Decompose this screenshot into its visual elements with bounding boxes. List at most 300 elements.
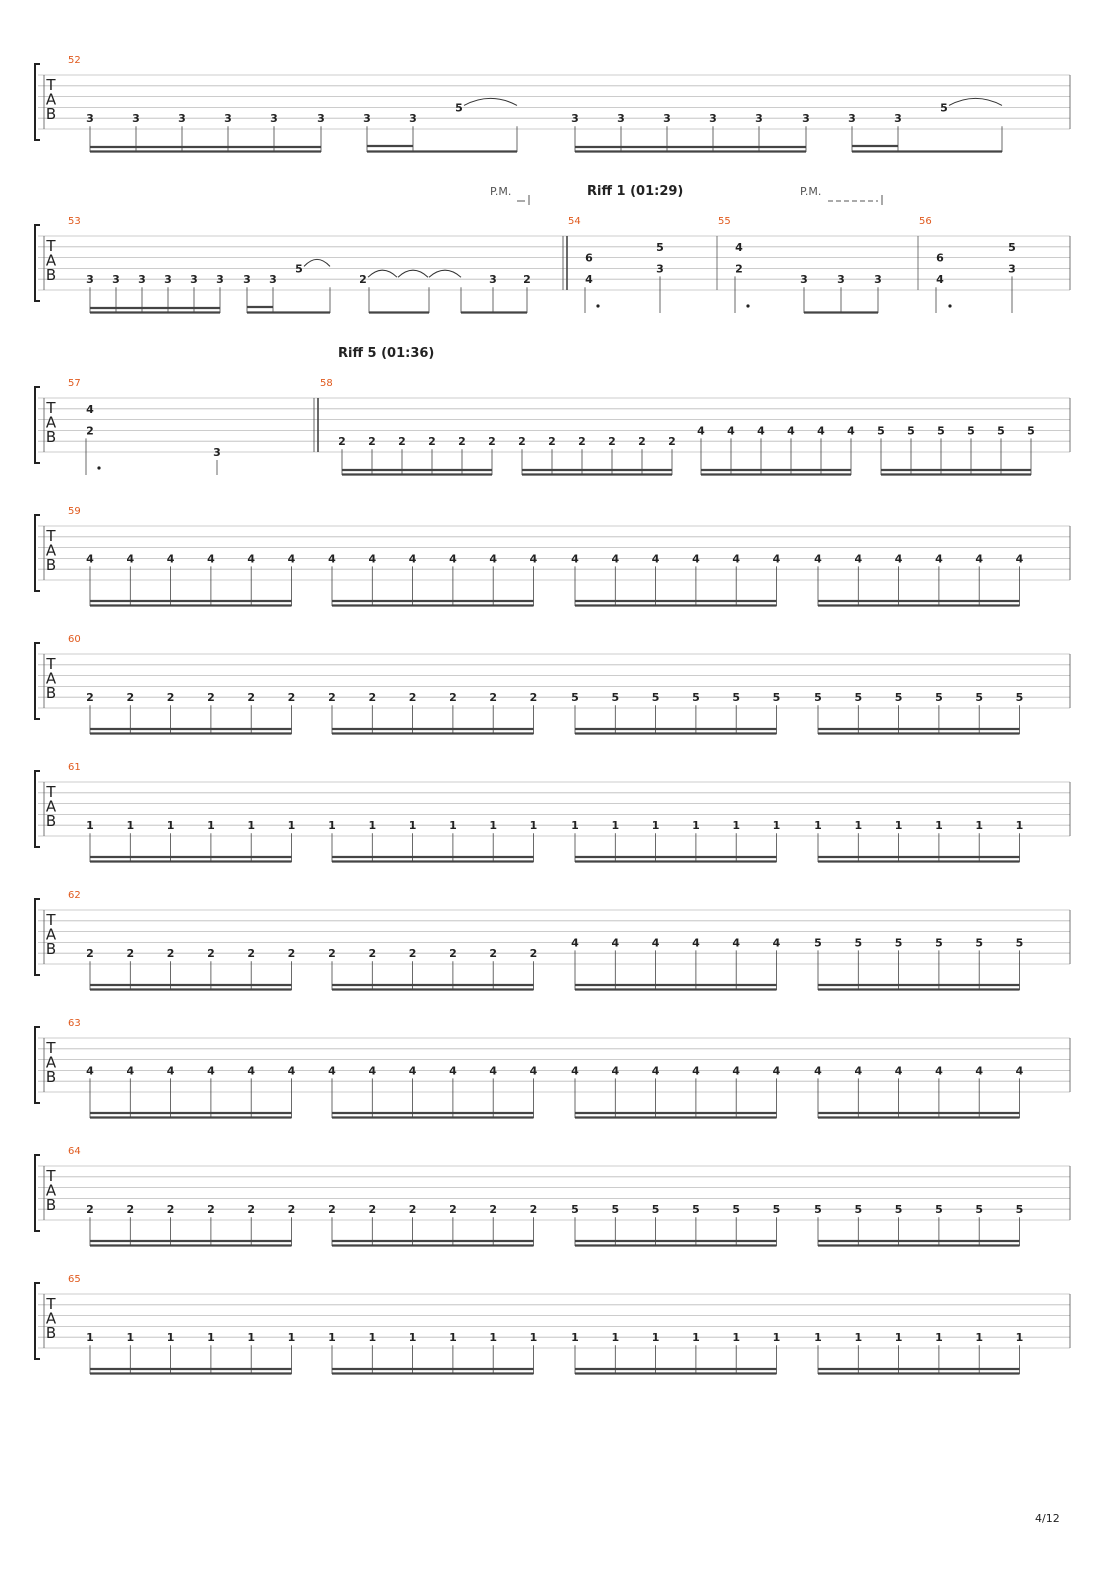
- fret-number: 5: [692, 1203, 700, 1217]
- fret-number: 3: [363, 112, 371, 126]
- fret-number: 4: [585, 273, 593, 287]
- fret-number: 4: [287, 1064, 296, 1078]
- fret-number: 4: [692, 1064, 700, 1078]
- fret-number: 4: [692, 552, 700, 566]
- fret-number: 3: [224, 112, 232, 126]
- fret-number: 5: [894, 936, 903, 950]
- fret-number: 5: [877, 424, 885, 438]
- fret-number: 4: [757, 424, 765, 438]
- fret-number: 4: [854, 1064, 863, 1078]
- fret-number: 1: [772, 1331, 781, 1345]
- fret-number: 4: [772, 1064, 781, 1078]
- tab-clef-letter: T: [46, 527, 56, 545]
- fret-number: 2: [368, 947, 377, 961]
- fret-number: 1: [935, 1331, 943, 1345]
- fret-number: 1: [814, 1331, 822, 1345]
- tab-clef-letter: B: [45, 940, 57, 958]
- fret-number: 2: [458, 435, 466, 449]
- tie-arc: [398, 270, 428, 277]
- fret-number: 3: [656, 262, 664, 276]
- tab-clef-letter: B: [45, 266, 57, 284]
- fret-number: 5: [967, 424, 975, 438]
- fret-number: 1: [489, 1331, 498, 1345]
- fret-number: 5: [894, 1203, 903, 1217]
- fret-number: 4: [814, 552, 822, 566]
- fret-number: 3: [178, 112, 186, 126]
- fret-number: 4: [207, 1064, 215, 1078]
- fret-number: 4: [247, 552, 256, 566]
- fret-number: 5: [814, 936, 822, 950]
- fret-number: 5: [814, 1203, 822, 1217]
- tab-staff: [35, 506, 1070, 606]
- fret-number: 1: [126, 819, 135, 833]
- fret-number: 4: [651, 1064, 660, 1078]
- tab-clef-letter: T: [46, 1295, 56, 1313]
- fret-number: 4: [571, 1064, 579, 1078]
- measure-number: 57: [68, 378, 81, 389]
- riff1-annotation: Riff 1 (01:29): [587, 184, 684, 199]
- measure-number: 60: [68, 634, 81, 645]
- tab-clef-letter: T: [46, 76, 56, 94]
- tab-staff: [35, 1018, 1070, 1118]
- fret-number: 4: [732, 1064, 741, 1078]
- fret-number: 2: [449, 1203, 457, 1217]
- fret-number: 5: [935, 1203, 943, 1217]
- fret-number: 2: [166, 1203, 175, 1217]
- fret-number: 5: [571, 691, 579, 705]
- fret-number: 1: [935, 819, 943, 833]
- fret-number: 2: [668, 435, 676, 449]
- fret-number: 1: [772, 819, 781, 833]
- tab-clef-letter: B: [45, 1068, 57, 1086]
- fret-number: 1: [571, 1331, 579, 1345]
- fret-number: 1: [328, 819, 336, 833]
- fret-number: 5: [975, 1203, 984, 1217]
- tab-clef-letter: A: [45, 1309, 57, 1328]
- fret-number: 3: [663, 112, 671, 126]
- fret-number: 2: [86, 424, 94, 438]
- tab-systems: [35, 55, 1070, 1374]
- tab-clef-letter: A: [45, 1053, 57, 1072]
- fret-number: 4: [651, 936, 660, 950]
- fret-number: 4: [489, 1064, 498, 1078]
- measure-number: 55: [718, 216, 731, 227]
- fret-number: 2: [287, 691, 296, 705]
- fret-number: 4: [328, 1064, 336, 1078]
- fret-number: 5: [1008, 240, 1016, 254]
- fret-number: 1: [368, 1331, 377, 1345]
- fret-number: 2: [489, 691, 498, 705]
- fret-number: 2: [523, 273, 531, 287]
- measure-number: 58: [320, 378, 333, 389]
- fret-number: 3: [709, 112, 717, 126]
- fret-number: 2: [247, 947, 256, 961]
- fret-number: 4: [772, 936, 781, 950]
- fret-number: 1: [247, 1331, 256, 1345]
- tab-clef-letter: T: [46, 1167, 56, 1185]
- fret-number: 4: [735, 240, 743, 254]
- fret-number: 2: [518, 435, 526, 449]
- fret-number: 4: [611, 552, 620, 566]
- fret-number: 1: [449, 1331, 457, 1345]
- fret-number: 2: [489, 1203, 498, 1217]
- fret-number: 2: [428, 435, 436, 449]
- dotted-rhythm: [746, 304, 749, 307]
- fret-number: 4: [449, 1064, 457, 1078]
- fret-number: 1: [207, 1331, 215, 1345]
- fret-number: 1: [449, 819, 457, 833]
- fret-number: 3: [138, 273, 146, 287]
- fret-number: 4: [368, 1064, 377, 1078]
- fret-number: 2: [735, 262, 743, 276]
- fret-number: 5: [997, 424, 1005, 438]
- fret-number: 2: [247, 691, 256, 705]
- fret-number: 5: [975, 936, 984, 950]
- fret-number: 4: [772, 552, 781, 566]
- fret-number: 2: [328, 691, 336, 705]
- fret-number: 5: [651, 1203, 660, 1217]
- fret-number: 6: [585, 251, 593, 265]
- fret-number: 4: [166, 1064, 175, 1078]
- fret-number: 4: [847, 424, 855, 438]
- tab-clef-letter: A: [45, 925, 57, 944]
- fret-number: 4: [975, 1064, 984, 1078]
- fret-number: 5: [295, 262, 303, 276]
- fret-number: 2: [287, 1203, 296, 1217]
- fret-number: 3: [571, 112, 579, 126]
- fret-number: 1: [651, 819, 660, 833]
- fret-number: 3: [409, 112, 417, 126]
- tab-clef-letter: T: [46, 783, 56, 801]
- tab-staff: [35, 55, 1070, 152]
- tie-arc: [368, 270, 397, 277]
- fret-number: 4: [814, 1064, 822, 1078]
- fret-number: 5: [1015, 936, 1024, 950]
- fret-number: 2: [126, 691, 135, 705]
- fret-number: 3: [216, 273, 224, 287]
- fret-number: 1: [207, 819, 215, 833]
- fret-number: 2: [86, 691, 94, 705]
- fret-number: 4: [854, 552, 863, 566]
- tab-clef-letter: T: [46, 399, 56, 417]
- fret-number: 1: [287, 819, 296, 833]
- tab-clef-letter: A: [45, 541, 57, 560]
- fret-number: 2: [449, 691, 457, 705]
- fret-number: 1: [489, 819, 498, 833]
- fret-number: 4: [727, 424, 735, 438]
- fret-number: 2: [529, 947, 538, 961]
- fret-number: 3: [489, 273, 497, 287]
- fret-number: 1: [894, 819, 903, 833]
- fret-number: 3: [190, 273, 198, 287]
- fret-number: 4: [651, 552, 660, 566]
- palm-mute-label: P.M.: [800, 185, 822, 198]
- tab-clef-letter: B: [45, 1196, 57, 1214]
- fret-number: 5: [1015, 1203, 1024, 1217]
- fret-number: 4: [975, 552, 984, 566]
- fret-number: 5: [854, 1203, 863, 1217]
- fret-number: 1: [611, 1331, 620, 1345]
- measure-number: 54: [568, 216, 581, 227]
- fret-number: 5: [854, 936, 863, 950]
- fret-number: 1: [975, 1331, 984, 1345]
- fret-number: 5: [940, 101, 948, 115]
- measure-number: 52: [68, 55, 81, 66]
- fret-number: 3: [317, 112, 325, 126]
- fret-number: 5: [732, 1203, 741, 1217]
- fret-number: 4: [86, 1064, 94, 1078]
- fret-number: 2: [126, 1203, 135, 1217]
- fret-number: 2: [529, 691, 538, 705]
- fret-number: 1: [86, 1331, 94, 1345]
- tab-clef-letter: B: [45, 684, 57, 702]
- fret-number: 4: [287, 552, 296, 566]
- fret-number: 1: [126, 1331, 135, 1345]
- fret-number: 5: [1015, 691, 1024, 705]
- fret-number: 3: [617, 112, 625, 126]
- fret-number: 2: [207, 691, 215, 705]
- fret-number: 1: [571, 819, 579, 833]
- fret-number: 3: [243, 273, 251, 287]
- tab-staff: [35, 216, 1070, 313]
- fret-number: 4: [697, 424, 705, 438]
- measure-number: 61: [68, 762, 81, 773]
- fret-number: 2: [548, 435, 556, 449]
- measure-number: 65: [68, 1274, 81, 1285]
- fret-number: 2: [328, 1203, 336, 1217]
- tab-clef-letter: T: [46, 655, 56, 673]
- fret-number: 4: [408, 1064, 417, 1078]
- fret-number: 5: [894, 691, 903, 705]
- fret-number: 2: [86, 947, 94, 961]
- tab-staff: [35, 890, 1070, 990]
- fret-number: 1: [1015, 819, 1024, 833]
- fret-number: 2: [408, 947, 417, 961]
- dotted-rhythm: [596, 304, 599, 307]
- riff5-annotation: Riff 5 (01:36): [338, 346, 435, 361]
- fret-number: 3: [848, 112, 856, 126]
- fret-number: 4: [328, 552, 336, 566]
- fret-number: 2: [638, 435, 646, 449]
- fret-number: 1: [854, 1331, 863, 1345]
- measure-number: 59: [68, 506, 81, 517]
- fret-number: 5: [814, 691, 822, 705]
- tab-clef-letter: T: [46, 237, 56, 255]
- palm-mute-extension: [517, 195, 882, 205]
- dotted-rhythm: [97, 466, 100, 469]
- dotted-rhythm: [948, 304, 951, 307]
- measure-number: 63: [68, 1018, 81, 1029]
- fret-number: 2: [449, 947, 457, 961]
- fret-number: 1: [287, 1331, 296, 1345]
- tab-clef-letter: A: [45, 669, 57, 688]
- tab-clef-letter: T: [46, 911, 56, 929]
- fret-number: 4: [787, 424, 795, 438]
- fret-number: 2: [368, 691, 377, 705]
- fret-number: 5: [732, 691, 741, 705]
- fret-number: 4: [529, 552, 538, 566]
- fret-number: 2: [608, 435, 616, 449]
- fret-number: 4: [611, 936, 620, 950]
- tab-clef-letter: T: [46, 1039, 56, 1057]
- fret-number: 6: [936, 251, 944, 265]
- fret-number: 1: [611, 819, 620, 833]
- fret-number: 4: [207, 552, 215, 566]
- fret-number: 2: [207, 947, 215, 961]
- fret-number: 4: [86, 402, 94, 416]
- fret-number: 1: [166, 819, 175, 833]
- tab-clef-letter: B: [45, 1324, 57, 1342]
- fret-number: 1: [166, 1331, 175, 1345]
- fret-number: 1: [368, 819, 377, 833]
- fret-number: 2: [126, 947, 135, 961]
- tie-arc: [429, 270, 461, 277]
- tab-staff: [35, 1146, 1070, 1246]
- fret-number: 3: [874, 273, 882, 287]
- fret-number: 1: [692, 1331, 700, 1345]
- fret-number: 4: [126, 552, 135, 566]
- fret-number: 3: [270, 112, 278, 126]
- tab-clef-letter: B: [45, 105, 57, 123]
- fret-number: 2: [398, 435, 406, 449]
- fret-number: 1: [1015, 1331, 1024, 1345]
- measure-number: 56: [919, 216, 932, 227]
- fret-number: 4: [732, 552, 741, 566]
- fret-number: 4: [935, 1064, 943, 1078]
- fret-number: 2: [287, 947, 296, 961]
- fret-number: 3: [894, 112, 902, 126]
- tie-arc: [304, 259, 330, 266]
- fret-number: 4: [571, 936, 579, 950]
- fret-number: 4: [732, 936, 741, 950]
- fret-number: 1: [408, 819, 417, 833]
- fret-number: 5: [772, 691, 781, 705]
- tab-clef-letter: A: [45, 413, 57, 432]
- fret-number: 4: [571, 552, 579, 566]
- tab-staff: [35, 378, 1070, 475]
- fret-number: 4: [611, 1064, 620, 1078]
- fret-number: 4: [817, 424, 825, 438]
- fret-number: 3: [164, 273, 172, 287]
- fret-number: 3: [86, 112, 94, 126]
- fret-number: 1: [408, 1331, 417, 1345]
- tab-clef-letter: A: [45, 797, 57, 816]
- fret-number: 4: [1015, 552, 1024, 566]
- fret-number: 3: [213, 446, 221, 459]
- fret-number: 5: [772, 1203, 781, 1217]
- fret-number: 2: [408, 691, 417, 705]
- fret-number: 2: [368, 435, 376, 449]
- fret-number: 1: [814, 819, 822, 833]
- fret-number: 5: [907, 424, 915, 438]
- measure-number: 64: [68, 1146, 81, 1157]
- fret-number: 4: [894, 552, 903, 566]
- fret-number: 5: [611, 1203, 620, 1217]
- fret-number: 4: [894, 1064, 903, 1078]
- fret-number: 2: [247, 1203, 256, 1217]
- fret-number: 1: [854, 819, 863, 833]
- fret-number: 3: [802, 112, 810, 126]
- fret-number: 1: [247, 819, 256, 833]
- tab-clef-letter: A: [45, 251, 57, 270]
- fret-number: 5: [455, 101, 463, 115]
- tab-clef-letter: B: [45, 812, 57, 830]
- fret-number: 4: [368, 552, 377, 566]
- fret-number: 5: [937, 424, 945, 438]
- fret-number: 3: [755, 112, 763, 126]
- fret-number: 2: [489, 947, 498, 961]
- fret-number: 3: [800, 273, 808, 287]
- tab-staff: [35, 634, 1070, 734]
- fret-number: 2: [368, 1203, 377, 1217]
- fret-number: 5: [611, 691, 620, 705]
- fret-number: 1: [529, 819, 538, 833]
- fret-number: 2: [338, 435, 346, 449]
- fret-number: 1: [86, 819, 94, 833]
- fret-number: 4: [166, 552, 175, 566]
- fret-number: 5: [854, 691, 863, 705]
- fret-number: 2: [328, 947, 336, 961]
- tab-clef-letter: A: [45, 1181, 57, 1200]
- fret-number: 1: [529, 1331, 538, 1345]
- fret-number: 3: [112, 273, 120, 287]
- fret-number: 2: [166, 691, 175, 705]
- fret-number: 2: [359, 273, 367, 287]
- fret-number: 4: [489, 552, 498, 566]
- fret-number: 5: [651, 691, 660, 705]
- fret-number: 5: [975, 691, 984, 705]
- fret-number: 2: [166, 947, 175, 961]
- tab-staff: [35, 1274, 1070, 1374]
- fret-number: 4: [936, 273, 944, 287]
- tie-arc: [464, 98, 517, 105]
- tab-clef-letter: A: [45, 90, 57, 109]
- measure-number: 62: [68, 890, 81, 901]
- tab-clef-letter: B: [45, 556, 57, 574]
- fret-number: 1: [732, 1331, 741, 1345]
- fret-number: 2: [207, 1203, 215, 1217]
- fret-number: 5: [571, 1203, 579, 1217]
- fret-number: 4: [247, 1064, 256, 1078]
- fret-number: 5: [935, 691, 943, 705]
- fret-number: 3: [132, 112, 140, 126]
- palm-mute-label: P.M.: [490, 185, 512, 198]
- fret-number: 3: [837, 273, 845, 287]
- fret-number: 5: [692, 691, 700, 705]
- fret-number: 3: [269, 273, 277, 287]
- fret-number: 2: [408, 1203, 417, 1217]
- tab-staff: [35, 762, 1070, 862]
- fret-number: 4: [529, 1064, 538, 1078]
- fret-number: 4: [692, 936, 700, 950]
- fret-number: 4: [408, 552, 417, 566]
- fret-number: 1: [894, 1331, 903, 1345]
- fret-number: 3: [86, 273, 94, 287]
- tab-clef-letter: B: [45, 428, 57, 446]
- fret-number: 2: [529, 1203, 538, 1217]
- fret-number: 2: [578, 435, 586, 449]
- fret-number: 4: [126, 1064, 135, 1078]
- fret-number: 4: [1015, 1064, 1024, 1078]
- tie-arc: [949, 98, 1002, 105]
- fret-number: 4: [935, 552, 943, 566]
- fret-number: 1: [975, 819, 984, 833]
- measure-number: 53: [68, 216, 81, 227]
- page-number: 4/12: [1035, 1512, 1060, 1525]
- fret-number: 1: [732, 819, 741, 833]
- fret-number: 1: [651, 1331, 660, 1345]
- fret-number: 1: [692, 819, 700, 833]
